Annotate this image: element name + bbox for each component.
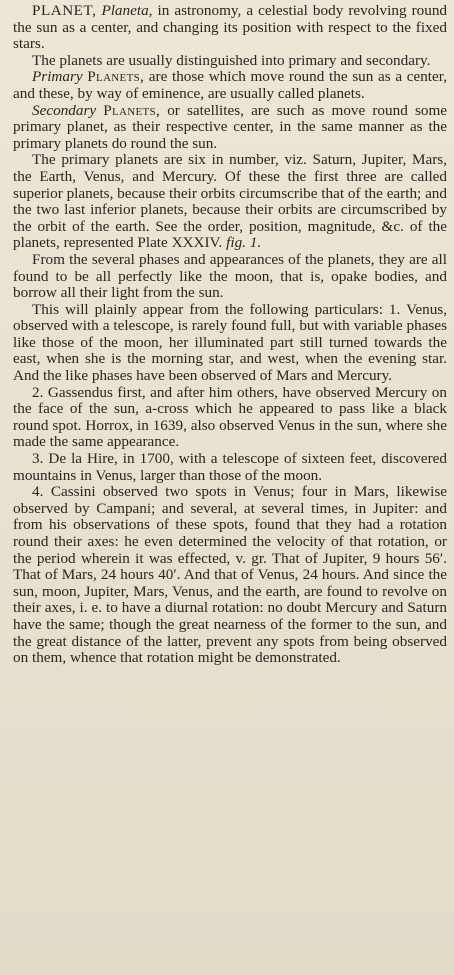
- paragraph-phases: From the several phases and appearances of the planets, they are all found to be all perfectly like the moon, that is, opake bodies, and borrow all their light from the sun.: [13, 250, 447, 302]
- entry-headword: PLANET,: [32, 2, 97, 19]
- paragraph-gassendus: 2. Gassendus first, and after him others, have observed Mercury on the face of the sun, a-cross which he appeared to pass like a black round spot. Horrox, in 1639, also observed Venus in the sun, where she made the same appearance.: [13, 383, 447, 451]
- paragraph-distinction: The planets are usually distinguished into primary and secondary.: [32, 51, 431, 69]
- secondary-planets-caps: Planets,: [103, 101, 161, 119]
- six-planets-text: The primary planets are six in number, viz. Saturn, Jupiter, Mars, the Earth, Venus, and Mercury. Of these the first three are called superior planets, because their orbits circumscribe that of the earth; and the two last inferior planets, because their orbits are circumscribed by the orbit of the earth. See the order, position, magnitude, &c. of the planets, represented Plate XXXIV.: [13, 151, 447, 252]
- primary-text: are those which move round the sun as a center, and these, by way of eminence, are usually called planets.: [13, 68, 448, 102]
- paragraph-planet-definition: [13, 3, 447, 53]
- paragraph-primary-planets: [13, 69, 447, 102]
- primary-planets-caps: Planets,: [87, 68, 145, 86]
- definition-text: in astronomy, a celestial body revolving round the sun as a center, and changing its position with respect to the fixed stars.: [13, 2, 448, 53]
- paragraph-particulars-venus: This will plainly appear from the following particulars: 1. Venus, observed with a telescope, is rarely found full, but with variable phases like those of the moon, her illuminated part still turned towards the east, when she is the morning star, and west, when the evening star. And the like phases have been observed of Mars and Mercury.: [13, 300, 447, 385]
- figure-reference: fig. 1.: [226, 234, 262, 252]
- primary-term: Primary: [32, 68, 83, 86]
- paragraph-secondary-planets: [13, 103, 447, 153]
- paragraph-de-la-hire: 3. De la Hire, in 1700, with a telescope of sixteen feet, discovered mountains in Venus, larger than those of the moon.: [13, 450, 447, 484]
- secondary-term: Secondary: [32, 101, 97, 119]
- paragraph-six-planets: [13, 152, 447, 252]
- paragraph-cassini: 4. Cassini observed two spots in Venus; four in Mars, likewise observed by Campani; and several, at several times, in Jupiter: and from his observations of these spots, found that they had a rotation round their axes: he even determined the velocity of that rotation, or the period wherein it was effected, v. gr. That of Jupiter, 9 hours 56′. That of Mars, 24 hours 40′. And that of Venus, 24 hours. And since the sun, moon, Jupiter, Mars, Venus, and the earth, are found to revolve on their axes, i. e. to have a diurnal rotation: no doubt Mercury and Saturn have the same; though the great nearness of the former to the sun, and the great distance of the latter, prevent any spots from being observed on them, whence that rotation might be demonstrated.: [13, 483, 447, 667]
- secondary-text: or satellites, are such as move round some primary planet, as their respective center, in the same manner as the primary planets do round the sun.: [13, 101, 448, 152]
- latin-term: Planeta,: [101, 2, 153, 19]
